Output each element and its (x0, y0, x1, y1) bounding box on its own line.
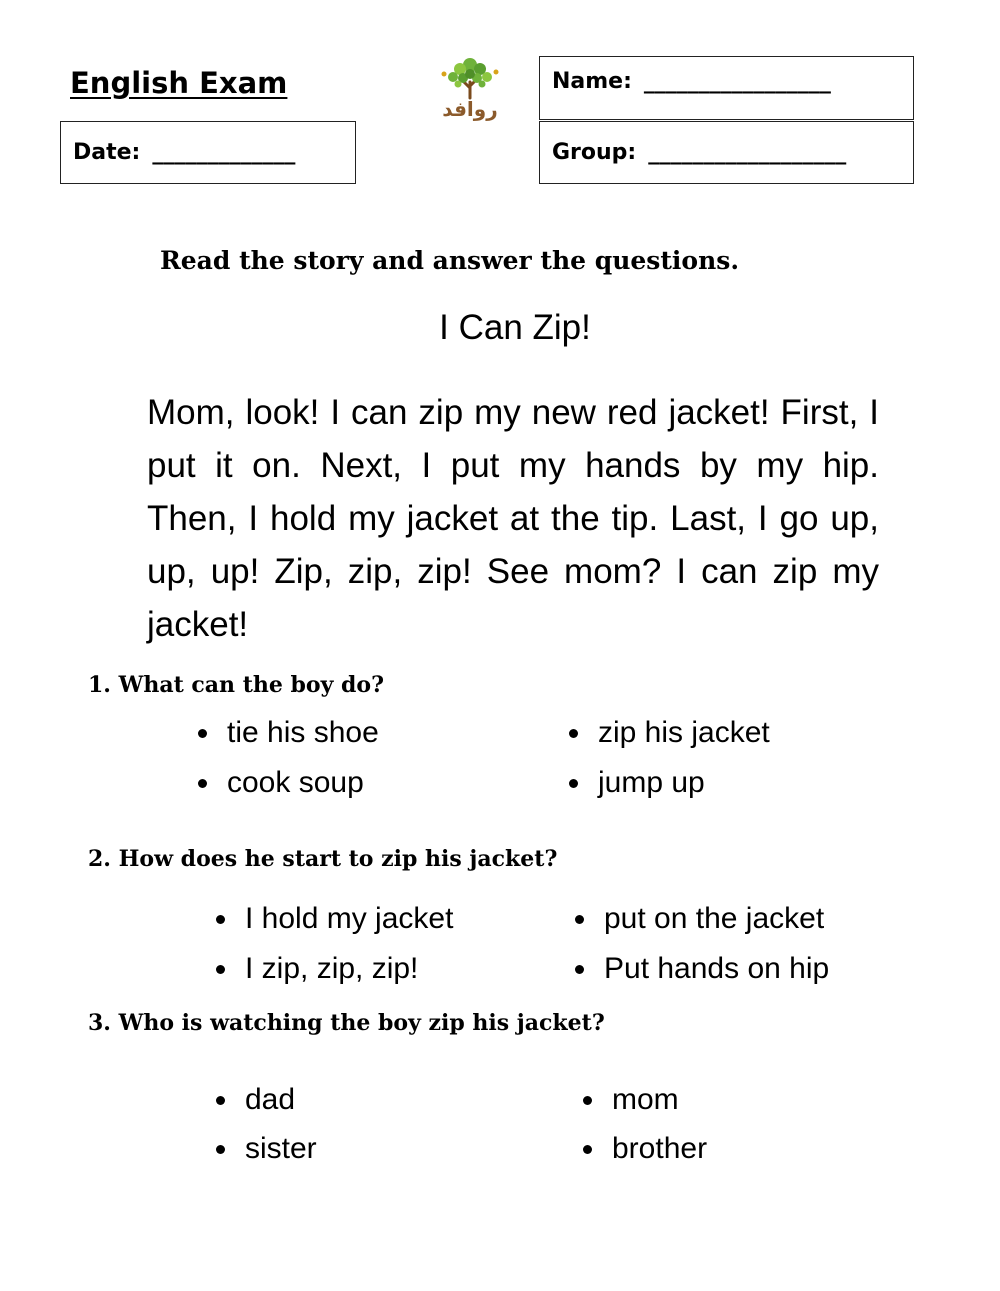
option-label: cook soup (227, 766, 364, 799)
option-label: sister (245, 1132, 317, 1165)
answer-option[interactable] (198, 716, 379, 750)
option-label: put on the jacket (604, 902, 825, 935)
option-label: I zip, zip, zip! (245, 952, 419, 985)
bullet-icon (216, 1145, 225, 1154)
answer-option[interactable] (575, 902, 824, 936)
bullet-icon (216, 915, 225, 924)
bullet-icon (198, 729, 207, 738)
bullet-icon (216, 1096, 225, 1105)
logo-wordmark: روافد (442, 97, 498, 121)
answer-option[interactable] (216, 1132, 317, 1166)
answer-option[interactable] (198, 766, 364, 800)
answer-option[interactable] (575, 952, 829, 986)
option-label: zip his jacket (598, 716, 770, 749)
question-1: 1. What can the boy do? (88, 672, 384, 698)
answer-option[interactable] (216, 1083, 295, 1117)
option-label: brother (612, 1132, 708, 1165)
answer-option[interactable] (216, 952, 418, 986)
name-label: Name: (552, 69, 632, 94)
group-field[interactable] (539, 121, 914, 184)
date-blank: _____________ (152, 140, 296, 165)
option-label: tie his shoe (227, 716, 379, 749)
exam-title: English Exam (70, 66, 288, 100)
tree-icon (442, 58, 499, 98)
story-title: I Can Zip! (439, 308, 591, 347)
bullet-icon (198, 779, 207, 788)
group-blank: __________________ (648, 140, 847, 165)
option-label: dad (245, 1083, 296, 1116)
bullet-icon (583, 1145, 592, 1154)
group-label: Group: (552, 140, 637, 165)
answer-option[interactable] (583, 1083, 679, 1117)
answer-option[interactable] (583, 1132, 707, 1166)
option-label: I hold my jacket (245, 902, 454, 935)
bullet-icon (583, 1096, 592, 1105)
instruction-text: Read the story and answer the questions. (160, 246, 740, 275)
bullet-icon (569, 779, 578, 788)
name-field[interactable] (539, 56, 914, 120)
option-label: jump up (598, 766, 705, 799)
option-label: Put hands on hip (604, 952, 830, 985)
option-label: mom (612, 1083, 679, 1116)
date-field[interactable] (60, 121, 356, 184)
name-blank: _________________ (643, 69, 831, 94)
bullet-icon (216, 965, 225, 974)
answer-option[interactable] (569, 716, 770, 750)
bullet-icon (575, 965, 584, 974)
bullet-icon (569, 729, 578, 738)
question-2: 2. How does he start to zip his jacket? (88, 846, 558, 872)
answer-option[interactable] (216, 902, 453, 936)
story-text: Mom, look! I can zip my new red jacket! First, I put it on. Next, I put my hands by my hip. Then, I hold my jacket at the tip. Last, I go up, up, up! Zip, zip, zip! See mom? I can zip my jacket! (147, 393, 879, 644)
date-label: Date: (73, 140, 141, 165)
answer-option[interactable] (569, 766, 705, 800)
question-3: 3. Who is watching the boy zip his jacket? (88, 1010, 605, 1036)
tree-logo-icon (418, 56, 522, 122)
bullet-icon (575, 915, 584, 924)
